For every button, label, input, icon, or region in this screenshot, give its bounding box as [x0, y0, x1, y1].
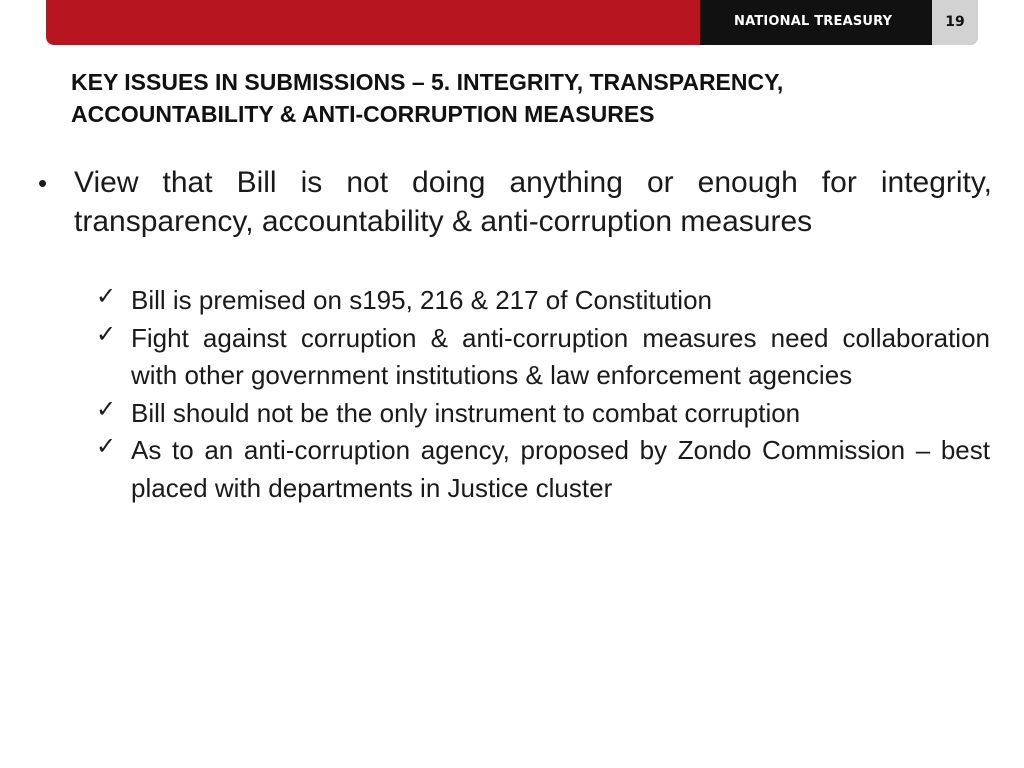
sub-point-item [96, 282, 990, 320]
checkmark-icon: ✓ [96, 395, 117, 423]
checkmark-icon: ✓ [96, 283, 117, 310]
sub-point-text: As to an anti-corruption agency, proposed by Zondo Commission – best placed with departments in Justice cluster [131, 435, 990, 503]
sub-point-text: Fight against corruption & anti-corruption measures need collaboration with other government institutions & law enforcement agencies [131, 322, 990, 390]
main-bullet-point [38, 163, 992, 241]
slide-title-line-1: KEY ISSUES IN SUBMISSIONS – 5. INTEGRITY, TRANSPARENCY, [71, 69, 784, 95]
checkmark-icon: ✓ [96, 320, 117, 348]
slide-title-line-2: ACCOUNTABILITY & ANTI-CORRUPTION MEASURES [71, 101, 655, 127]
sub-point-item [96, 395, 990, 433]
sub-point-item [96, 320, 990, 395]
main-bullet-text: View that Bill is not doing anything or enough for integrity, transparency, accountability & anti-corruption measures [74, 166, 992, 238]
sub-point-text: Bill should not be the only instrument to combat corruption [131, 397, 801, 428]
sub-point-list [96, 282, 990, 507]
sub-point-item [96, 432, 990, 507]
sub-point-text: Bill is premised on s195, 216 & 217 of Constitution [131, 285, 713, 315]
brand-label: NATIONAL TREASURY [734, 14, 893, 29]
bullet-dot-icon: • [38, 168, 48, 198]
page-number: 19 [945, 14, 965, 30]
checkmark-icon: ✓ [96, 433, 117, 460]
slide-title [71, 66, 971, 130]
